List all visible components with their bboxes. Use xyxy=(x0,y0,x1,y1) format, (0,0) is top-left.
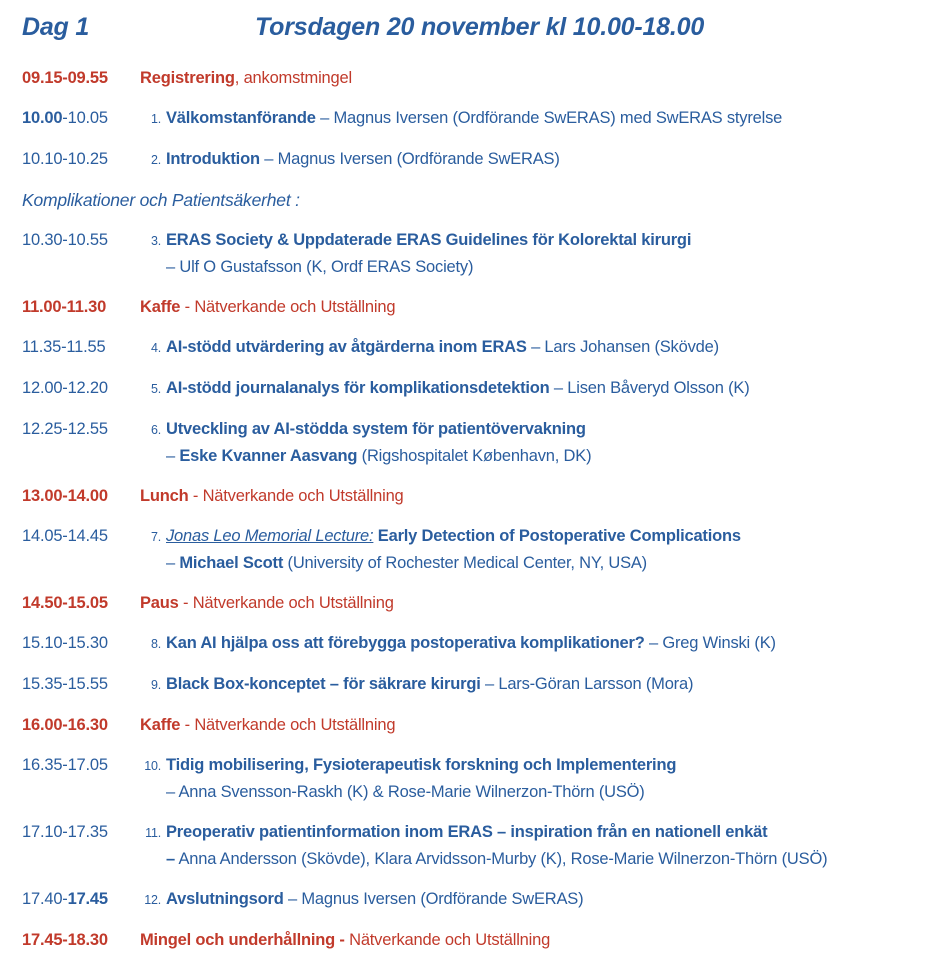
text-segment: Mingel och underhållning - xyxy=(140,931,345,949)
schedule-row-jonas-leo-memorial-lecture xyxy=(22,526,928,574)
text-segment: AI-stödd utvärdering av åtgärderna inom ERAS xyxy=(166,338,527,356)
text-segment: - Nätverkande och Utställning xyxy=(180,716,396,734)
time-range xyxy=(22,230,140,251)
text-segment: 10.30-10.55 xyxy=(22,231,108,249)
text-segment: – Lars-Göran Larsson (Mora) xyxy=(480,675,694,693)
session-number: 11. xyxy=(145,826,161,840)
session-number: 5. xyxy=(150,382,161,396)
session-details xyxy=(140,149,928,171)
text-segment: (Rigshospitalet København, DK) xyxy=(357,447,592,465)
time-range xyxy=(22,337,140,358)
schedule-row-eras-society-guidelines xyxy=(22,230,928,278)
text-segment: – Magnus Iversen (Ordförande SwERAS) xyxy=(259,150,560,168)
session-number: 2. xyxy=(150,153,161,167)
text-segment: - Nätverkande och Utställning xyxy=(180,298,396,316)
text-line xyxy=(140,378,928,400)
session-number: 3. xyxy=(150,234,161,248)
text-segment: 11.00-11.30 xyxy=(22,298,107,316)
program-header xyxy=(22,12,928,43)
text-line xyxy=(140,930,928,951)
text-segment: 10.10-10.25 xyxy=(22,150,108,168)
text-segment: – xyxy=(166,850,175,868)
time-range xyxy=(22,297,140,318)
text-line xyxy=(166,849,928,870)
text-line xyxy=(166,782,928,803)
text-segment: – xyxy=(166,447,180,465)
schedule-row-mingel xyxy=(22,930,928,951)
session-details xyxy=(140,822,928,870)
schedule-row-section-komplikationer xyxy=(22,190,928,211)
schedule-row-avslutningsord xyxy=(22,889,928,911)
session-number: 1. xyxy=(150,112,161,126)
page-title: Torsdagen 20 november kl 10.00-18.00 xyxy=(255,13,705,41)
program-page xyxy=(22,12,928,951)
text-segment: 14.50-15.05 xyxy=(22,594,108,612)
text-segment: – Magnus Iversen (Ordförande SwERAS) xyxy=(283,890,584,908)
session-details xyxy=(140,378,928,400)
text-line xyxy=(140,755,928,777)
schedule-list xyxy=(22,68,928,951)
text-line xyxy=(140,486,928,507)
text-segment: (University of Rochester Medical Center, NY, USA) xyxy=(283,554,647,572)
text-line xyxy=(22,190,928,211)
text-segment: 17.45 xyxy=(67,890,108,908)
text-segment: Kan AI hjälpa oss att förebygga postoperativa komplikationer? xyxy=(166,634,645,652)
day-label: Dag 1 xyxy=(22,13,90,41)
schedule-row-introduktion xyxy=(22,149,928,171)
text-segment: - Nätverkande och Utställning xyxy=(178,594,394,612)
text-line xyxy=(140,337,928,359)
session-details xyxy=(140,889,928,911)
text-line xyxy=(166,553,928,574)
schedule-row-lunch xyxy=(22,486,928,507)
text-line xyxy=(140,108,928,130)
time-range xyxy=(22,674,140,695)
text-segment: Early Detection of Postoperative Complications xyxy=(377,527,741,545)
text-line xyxy=(140,68,928,89)
text-segment: Kaffe xyxy=(140,716,181,734)
session-details xyxy=(140,674,928,696)
text-line xyxy=(140,822,928,844)
text-segment: 17.40- xyxy=(22,890,68,908)
text-line xyxy=(140,149,928,171)
text-segment: ERAS Society & Uppdaterade ERAS Guidelines för Kolorektal kirurgi xyxy=(166,231,692,249)
time-range xyxy=(22,149,140,170)
schedule-row-ai-stodd-journalanalys xyxy=(22,378,928,400)
schedule-row-registrering xyxy=(22,68,928,89)
text-segment: Introduktion xyxy=(166,150,260,168)
text-segment: 16.35-17.05 xyxy=(22,756,108,774)
schedule-row-paus xyxy=(22,593,928,614)
time-range xyxy=(22,930,140,951)
text-segment: -10.05 xyxy=(62,109,108,127)
text-segment: – Lars Johansen (Skövde) xyxy=(526,338,719,356)
break-label xyxy=(140,593,928,614)
text-segment: Anna Andersson (Skövde), Klara Arvidsson-Murby (K), Rose-Marie Wilnerzon-Thörn (USÖ) xyxy=(174,850,828,868)
text-line xyxy=(140,633,928,655)
text-segment: - Nätverkande och Utställning xyxy=(188,487,404,505)
time-range xyxy=(22,633,140,654)
text-segment: – Magnus Iversen (Ordförande SwERAS) med SwERAS styrelse xyxy=(315,109,783,127)
text-segment: Nätverkande och Utställning xyxy=(344,931,551,949)
text-line xyxy=(140,674,928,696)
text-segment: – Anna Svensson-Raskh (K) & Rose-Marie Wilnerzon-Thörn (USÖ) xyxy=(166,783,645,801)
time-range xyxy=(22,593,140,614)
text-segment: Michael Scott xyxy=(179,554,284,572)
text-segment: Välkomstanförande xyxy=(166,109,316,127)
text-segment: 09.15-09.55 xyxy=(22,69,108,87)
session-number: 4. xyxy=(150,341,161,355)
schedule-row-kaffe-2 xyxy=(22,715,928,736)
schedule-row-ai-stodd-utvardering xyxy=(22,337,928,359)
text-segment: 16.00-16.30 xyxy=(22,716,108,734)
text-segment: Preoperativ patientinformation inom ERAS – inspiration från en nationell enkät xyxy=(166,823,768,841)
text-segment: 15.10-15.30 xyxy=(22,634,108,652)
time-range xyxy=(22,889,140,910)
schedule-row-black-box-konceptet xyxy=(22,674,928,696)
text-line xyxy=(140,297,928,318)
text-segment: Komplikationer och Patientsäkerhet : xyxy=(22,190,300,210)
text-line xyxy=(140,230,928,252)
schedule-row-valkomstanforande xyxy=(22,108,928,130)
session-number: 9. xyxy=(150,678,161,692)
time-range xyxy=(22,822,140,843)
text-segment: 13.00-14.00 xyxy=(22,487,108,505)
text-line xyxy=(140,889,928,911)
time-range xyxy=(22,108,140,129)
text-segment: Utveckling av AI-stödda system för patientövervakning xyxy=(166,420,586,438)
time-range xyxy=(22,378,140,399)
schedule-row-kaffe-1 xyxy=(22,297,928,318)
text-segment: Avslutningsord xyxy=(166,890,284,908)
session-number: 7. xyxy=(150,530,161,544)
text-segment: Paus xyxy=(140,594,179,612)
time-range xyxy=(22,526,140,547)
text-segment: – xyxy=(166,554,180,572)
break-label xyxy=(140,68,928,89)
section-heading xyxy=(22,190,928,211)
time-range xyxy=(22,715,140,736)
text-segment: 14.05-14.45 xyxy=(22,527,108,545)
session-details xyxy=(140,755,928,803)
time-range xyxy=(22,419,140,440)
text-segment: Black Box-konceptet – för säkrare kirurgi xyxy=(166,675,481,693)
text-segment: Tidig mobilisering, Fysioterapeutisk forskning och Implementering xyxy=(166,756,677,774)
text-line xyxy=(166,257,928,278)
text-segment: Jonas Leo Memorial Lecture: xyxy=(166,527,374,545)
break-label xyxy=(140,297,928,318)
text-segment: 10.00 xyxy=(22,109,63,127)
text-line xyxy=(140,526,928,548)
text-segment: – Ulf O Gustafsson (K, Ordf ERAS Society) xyxy=(166,258,474,276)
session-number: 6. xyxy=(150,423,161,437)
text-segment: – Greg Winski (K) xyxy=(644,634,776,652)
text-segment: 17.45-18.30 xyxy=(22,931,108,949)
text-line xyxy=(140,715,928,736)
session-details xyxy=(140,419,928,467)
session-details xyxy=(140,337,928,359)
session-number: 12. xyxy=(144,893,161,907)
text-segment: AI-stödd journalanalys för komplikationsdetektion xyxy=(166,379,550,397)
text-segment: 15.35-15.55 xyxy=(22,675,108,693)
session-number: 8. xyxy=(150,637,161,651)
text-segment: 17.10-17.35 xyxy=(22,823,108,841)
text-segment: – Lisen Båveryd Olsson (K) xyxy=(549,379,750,397)
break-label xyxy=(140,930,928,951)
text-line xyxy=(166,446,928,467)
schedule-row-preoperativ-patientinformation xyxy=(22,822,928,870)
session-details xyxy=(140,230,928,278)
text-segment: 11.35-11.55 xyxy=(22,338,106,356)
text-segment: 12.25-12.55 xyxy=(22,420,108,438)
text-segment: Registrering xyxy=(140,69,235,87)
break-label xyxy=(140,486,928,507)
text-segment: Kaffe xyxy=(140,298,181,316)
text-segment: Eske Kvanner Aasvang xyxy=(179,447,358,465)
text-line xyxy=(140,419,928,441)
text-segment: 12.00-12.20 xyxy=(22,379,108,397)
time-range xyxy=(22,755,140,776)
break-label xyxy=(140,715,928,736)
time-range xyxy=(22,68,140,89)
session-details xyxy=(140,526,928,574)
time-range xyxy=(22,486,140,507)
text-segment: Lunch xyxy=(140,487,189,505)
session-details xyxy=(140,108,928,130)
session-number: 10. xyxy=(144,759,161,773)
session-details xyxy=(140,633,928,655)
text-line xyxy=(140,593,928,614)
schedule-row-utveckling-ai-system xyxy=(22,419,928,467)
schedule-row-kan-ai-hjalpa xyxy=(22,633,928,655)
schedule-row-tidig-mobilisering xyxy=(22,755,928,803)
text-segment: , ankomstmingel xyxy=(234,69,352,87)
